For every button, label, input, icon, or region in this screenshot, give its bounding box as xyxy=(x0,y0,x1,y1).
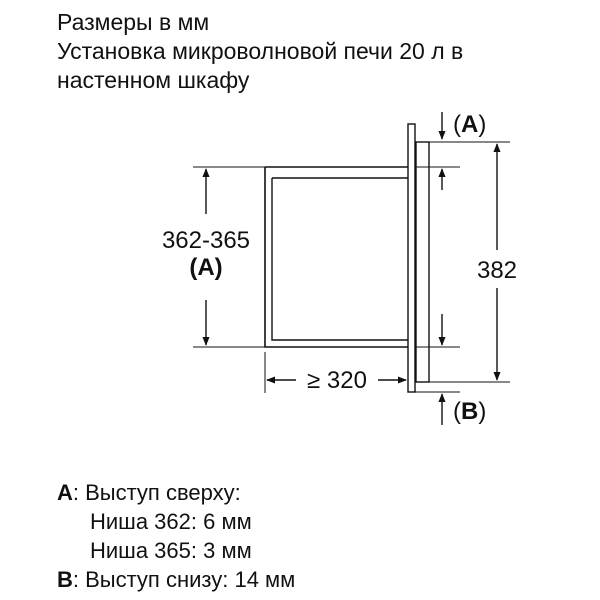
note-a-text: : Выступ сверху: xyxy=(72,480,241,505)
title-line-2: Установка микроволновой печи 20 л в xyxy=(57,38,464,64)
notes-block xyxy=(57,478,295,594)
note-b xyxy=(57,565,295,594)
note-a-key: A xyxy=(57,480,73,505)
depth-dimension xyxy=(265,352,406,394)
niche-height-dimension xyxy=(162,167,265,347)
microwave-frame xyxy=(416,142,429,382)
note-b-text: : Выступ снизу: 14 мм xyxy=(72,567,296,592)
depth-label: ≥ 320 xyxy=(307,367,367,394)
title-line-1: Размеры в мм xyxy=(57,9,210,35)
niche-height-label: 362-365 xyxy=(161,227,251,254)
top-offset-ref: (A) xyxy=(453,111,487,138)
cabinet-front-panel xyxy=(408,124,415,392)
note-a xyxy=(57,478,295,507)
title-line-3: настенном шкафу xyxy=(57,67,250,93)
note-a-line-2: Ниша 362: 6 мм xyxy=(90,509,252,534)
total-height-label: 382 xyxy=(476,257,518,284)
cabinet-niche-inner xyxy=(272,178,415,340)
cabinet-niche-outline xyxy=(265,167,415,347)
bottom-offset-dimension xyxy=(415,392,486,425)
bottom-offset-ref: (B) xyxy=(453,398,487,425)
note-a-line-3: Ниша 365: 3 мм xyxy=(90,538,252,563)
niche-height-ref: (A) xyxy=(189,254,223,281)
note-b-key: B xyxy=(57,567,73,592)
